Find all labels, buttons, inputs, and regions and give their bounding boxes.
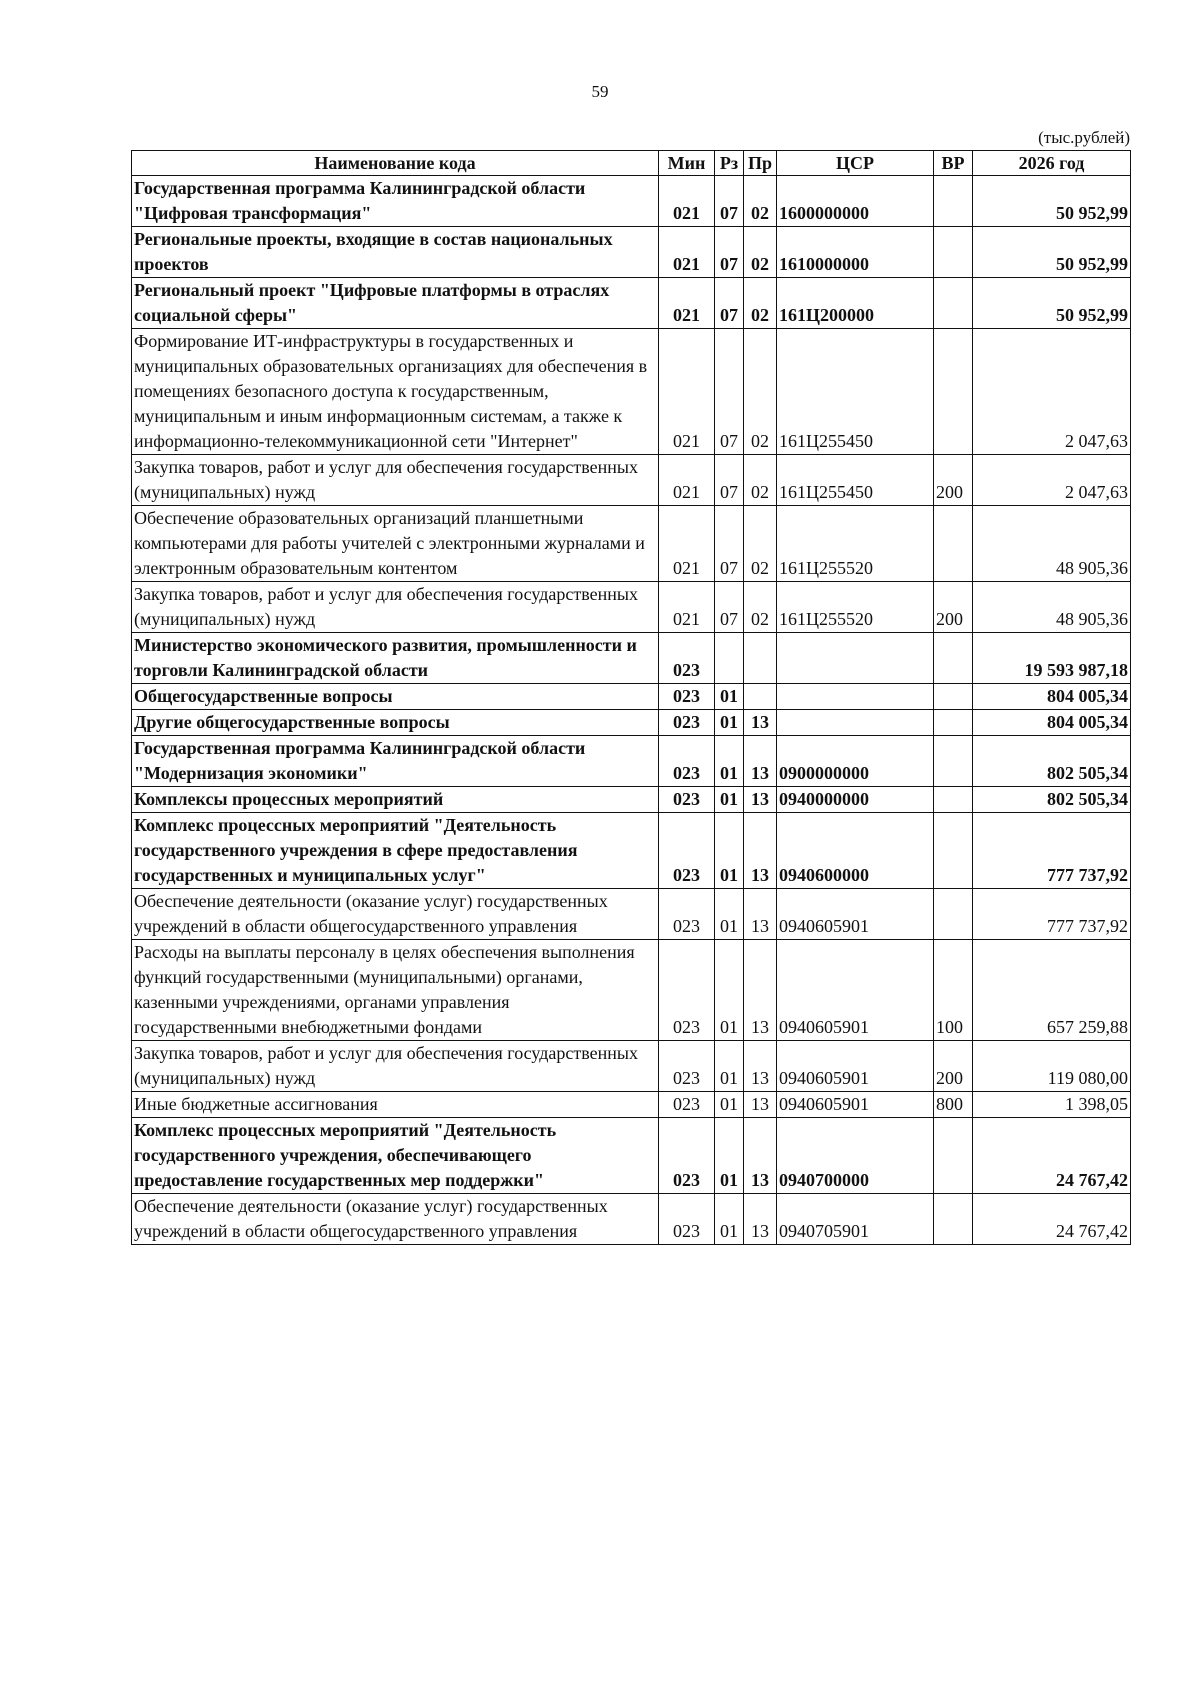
cell-amount: 24 767,42 xyxy=(973,1118,1131,1194)
cell-name: Закупка товаров, работ и услуг для обеспечения государственных (муниципальных) нужд xyxy=(132,1041,659,1092)
cell-pr: 13 xyxy=(744,1194,777,1245)
cell-amount: 50 952,99 xyxy=(973,176,1131,227)
cell-rz: 01 xyxy=(715,1194,744,1245)
cell-csr: 1610000000 xyxy=(777,227,934,278)
cell-amount: 19 593 987,18 xyxy=(973,633,1131,684)
cell-rz: 07 xyxy=(715,227,744,278)
cell-csr xyxy=(777,633,934,684)
cell-vr xyxy=(934,227,973,278)
units-label: (тыс.рублей) xyxy=(1038,128,1130,147)
cell-pr xyxy=(744,684,777,710)
cell-pr: 13 xyxy=(744,1041,777,1092)
cell-amount: 50 952,99 xyxy=(973,278,1131,329)
cell-pr: 02 xyxy=(744,455,777,506)
cell-min: 023 xyxy=(659,1118,715,1194)
cell-rz: 01 xyxy=(715,787,744,813)
cell-csr: 0940700000 xyxy=(777,1118,934,1194)
cell-pr: 13 xyxy=(744,813,777,889)
cell-rz: 07 xyxy=(715,176,744,227)
cell-csr: 161Ц255520 xyxy=(777,582,934,633)
cell-name: Общегосударственные вопросы xyxy=(132,684,659,710)
cell-amount: 802 505,34 xyxy=(973,736,1131,787)
cell-rz: 01 xyxy=(715,1118,744,1194)
cell-rz: 01 xyxy=(715,813,744,889)
budget-table xyxy=(131,150,1131,1245)
cell-rz: 07 xyxy=(715,455,744,506)
cell-csr: 0940705901 xyxy=(777,1194,934,1245)
cell-amount: 657 259,88 xyxy=(973,940,1131,1041)
table-row xyxy=(132,227,1131,278)
cell-min: 023 xyxy=(659,633,715,684)
cell-name: Государственная программа Калининградской области "Модернизация экономики" xyxy=(132,736,659,787)
cell-vr xyxy=(934,736,973,787)
cell-name: Закупка товаров, работ и услуг для обеспечения государственных (муниципальных) нужд xyxy=(132,582,659,633)
cell-csr: 161Ц255450 xyxy=(777,329,934,455)
cell-rz: 01 xyxy=(715,889,744,940)
cell-min: 023 xyxy=(659,1041,715,1092)
cell-name: Министерство экономического развития, промышленности и торговли Калининградской области xyxy=(132,633,659,684)
cell-vr xyxy=(934,889,973,940)
table-row xyxy=(132,813,1131,889)
cell-name: Формирование ИТ-инфраструктуры в государственных и муниципальных образовательных организациях для обеспечения в помещениях безопасного доступа к государственным, муниципальным и иным информационным системам, а также к информационно-телекоммуникационной сети "Интернет" xyxy=(132,329,659,455)
cell-name: Комплексы процессных мероприятий xyxy=(132,787,659,813)
cell-min: 021 xyxy=(659,176,715,227)
table-row xyxy=(132,329,1131,455)
cell-amount: 804 005,34 xyxy=(973,710,1131,736)
cell-pr: 13 xyxy=(744,1118,777,1194)
cell-min: 021 xyxy=(659,455,715,506)
cell-csr: 0940605901 xyxy=(777,1092,934,1118)
cell-min: 021 xyxy=(659,582,715,633)
cell-pr: 13 xyxy=(744,1092,777,1118)
cell-pr: 02 xyxy=(744,506,777,582)
cell-rz: 07 xyxy=(715,582,744,633)
table-row xyxy=(132,278,1131,329)
header-rz: Рз xyxy=(715,151,744,176)
table-body xyxy=(132,176,1131,1245)
cell-vr: 200 xyxy=(934,582,973,633)
cell-min: 023 xyxy=(659,889,715,940)
cell-min: 021 xyxy=(659,506,715,582)
cell-csr: 0940605901 xyxy=(777,1041,934,1092)
table-row xyxy=(132,455,1131,506)
cell-rz: 01 xyxy=(715,1041,744,1092)
cell-min: 021 xyxy=(659,329,715,455)
cell-amount: 50 952,99 xyxy=(973,227,1131,278)
cell-vr xyxy=(934,684,973,710)
cell-min: 023 xyxy=(659,684,715,710)
cell-vr xyxy=(934,329,973,455)
table-row xyxy=(132,787,1131,813)
cell-vr xyxy=(934,1194,973,1245)
cell-name: Комплекс процессных мероприятий "Деятельность государственного учреждения в сфере предоставления государственных и муниципальных услуг" xyxy=(132,813,659,889)
cell-name: Обеспечение образовательных организаций планшетными компьютерами для работы учителей с электронными журналами и электронным образовательным контентом xyxy=(132,506,659,582)
cell-vr: 100 xyxy=(934,940,973,1041)
cell-amount: 48 905,36 xyxy=(973,506,1131,582)
cell-rz: 01 xyxy=(715,736,744,787)
cell-pr xyxy=(744,633,777,684)
cell-pr: 02 xyxy=(744,176,777,227)
cell-amount: 2 047,63 xyxy=(973,329,1131,455)
cell-name: Обеспечение деятельности (оказание услуг) государственных учреждений в области общегосударственного управления xyxy=(132,889,659,940)
page-number: 59 xyxy=(591,82,609,101)
cell-csr: 0900000000 xyxy=(777,736,934,787)
cell-name: Региональный проект "Цифровые платформы в отраслях социальной сферы" xyxy=(132,278,659,329)
cell-vr: 200 xyxy=(934,1041,973,1092)
cell-vr xyxy=(934,176,973,227)
cell-csr: 0940000000 xyxy=(777,787,934,813)
cell-min: 023 xyxy=(659,1092,715,1118)
cell-name: Государственная программа Калининградской области "Цифровая трансформация" xyxy=(132,176,659,227)
cell-pr: 13 xyxy=(744,710,777,736)
cell-csr: 161Ц255450 xyxy=(777,455,934,506)
cell-vr: 200 xyxy=(934,455,973,506)
cell-amount: 777 737,92 xyxy=(973,813,1131,889)
cell-name: Закупка товаров, работ и услуг для обеспечения государственных (муниципальных) нужд xyxy=(132,455,659,506)
table-row xyxy=(132,736,1131,787)
cell-pr: 13 xyxy=(744,940,777,1041)
cell-name: Расходы на выплаты персоналу в целях обеспечения выполнения функций государственными (муниципальными) органами, казенными учреждениями, органами управления государственными внебюджетными фондами xyxy=(132,940,659,1041)
cell-amount: 24 767,42 xyxy=(973,1194,1131,1245)
cell-pr: 02 xyxy=(744,278,777,329)
cell-amount: 2 047,63 xyxy=(973,455,1131,506)
table-row xyxy=(132,684,1131,710)
cell-vr xyxy=(934,1118,973,1194)
table-row xyxy=(132,1041,1131,1092)
cell-pr: 02 xyxy=(744,227,777,278)
table-row xyxy=(132,176,1131,227)
cell-rz: 01 xyxy=(715,710,744,736)
table-row xyxy=(132,506,1131,582)
table-row xyxy=(132,1092,1131,1118)
cell-vr xyxy=(934,278,973,329)
table-row xyxy=(132,633,1131,684)
cell-amount: 804 005,34 xyxy=(973,684,1131,710)
cell-min: 023 xyxy=(659,710,715,736)
cell-vr xyxy=(934,813,973,889)
header-min: Мин xyxy=(659,151,715,176)
table-row xyxy=(132,1194,1131,1245)
cell-csr xyxy=(777,684,934,710)
header-vr: ВР xyxy=(934,151,973,176)
cell-vr xyxy=(934,787,973,813)
cell-csr: 161Ц255520 xyxy=(777,506,934,582)
cell-amount: 802 505,34 xyxy=(973,787,1131,813)
cell-pr: 13 xyxy=(744,736,777,787)
cell-name: Иные бюджетные ассигнования xyxy=(132,1092,659,1118)
header-pr: Пр xyxy=(744,151,777,176)
cell-amount: 119 080,00 xyxy=(973,1041,1131,1092)
cell-csr: 0940605901 xyxy=(777,889,934,940)
cell-name: Другие общегосударственные вопросы xyxy=(132,710,659,736)
cell-pr: 02 xyxy=(744,329,777,455)
cell-csr: 0940600000 xyxy=(777,813,934,889)
cell-csr xyxy=(777,710,934,736)
cell-name: Комплекс процессных мероприятий "Деятельность государственного учреждения, обеспечивающего предоставление государственных мер поддержки" xyxy=(132,1118,659,1194)
cell-rz: 01 xyxy=(715,1092,744,1118)
cell-csr: 161Ц200000 xyxy=(777,278,934,329)
table-row xyxy=(132,582,1131,633)
table-header-row xyxy=(132,151,1131,176)
cell-pr: 13 xyxy=(744,787,777,813)
table-row xyxy=(132,940,1131,1041)
cell-name: Обеспечение деятельности (оказание услуг) государственных учреждений в области общегосударственного управления xyxy=(132,1194,659,1245)
cell-rz: 07 xyxy=(715,329,744,455)
table-row xyxy=(132,1118,1131,1194)
cell-csr: 1600000000 xyxy=(777,176,934,227)
cell-pr: 02 xyxy=(744,582,777,633)
cell-min: 021 xyxy=(659,227,715,278)
cell-rz: 01 xyxy=(715,940,744,1041)
cell-csr: 0940605901 xyxy=(777,940,934,1041)
cell-pr: 13 xyxy=(744,889,777,940)
header-name: Наименование кода xyxy=(132,151,659,176)
cell-min: 023 xyxy=(659,787,715,813)
table-row xyxy=(132,889,1131,940)
cell-rz xyxy=(715,633,744,684)
cell-min: 023 xyxy=(659,736,715,787)
cell-vr xyxy=(934,710,973,736)
cell-amount: 1 398,05 xyxy=(973,1092,1131,1118)
header-csr: ЦСР xyxy=(777,151,934,176)
cell-rz: 07 xyxy=(715,278,744,329)
table-row xyxy=(132,710,1131,736)
cell-min: 023 xyxy=(659,813,715,889)
cell-amount: 777 737,92 xyxy=(973,889,1131,940)
cell-amount: 48 905,36 xyxy=(973,582,1131,633)
cell-vr xyxy=(934,633,973,684)
cell-min: 021 xyxy=(659,278,715,329)
cell-vr xyxy=(934,506,973,582)
cell-vr: 800 xyxy=(934,1092,973,1118)
cell-rz: 01 xyxy=(715,684,744,710)
cell-min: 023 xyxy=(659,1194,715,1245)
cell-rz: 07 xyxy=(715,506,744,582)
cell-min: 023 xyxy=(659,940,715,1041)
header-amount: 2026 год xyxy=(973,151,1131,176)
cell-name: Региональные проекты, входящие в состав национальных проектов xyxy=(132,227,659,278)
